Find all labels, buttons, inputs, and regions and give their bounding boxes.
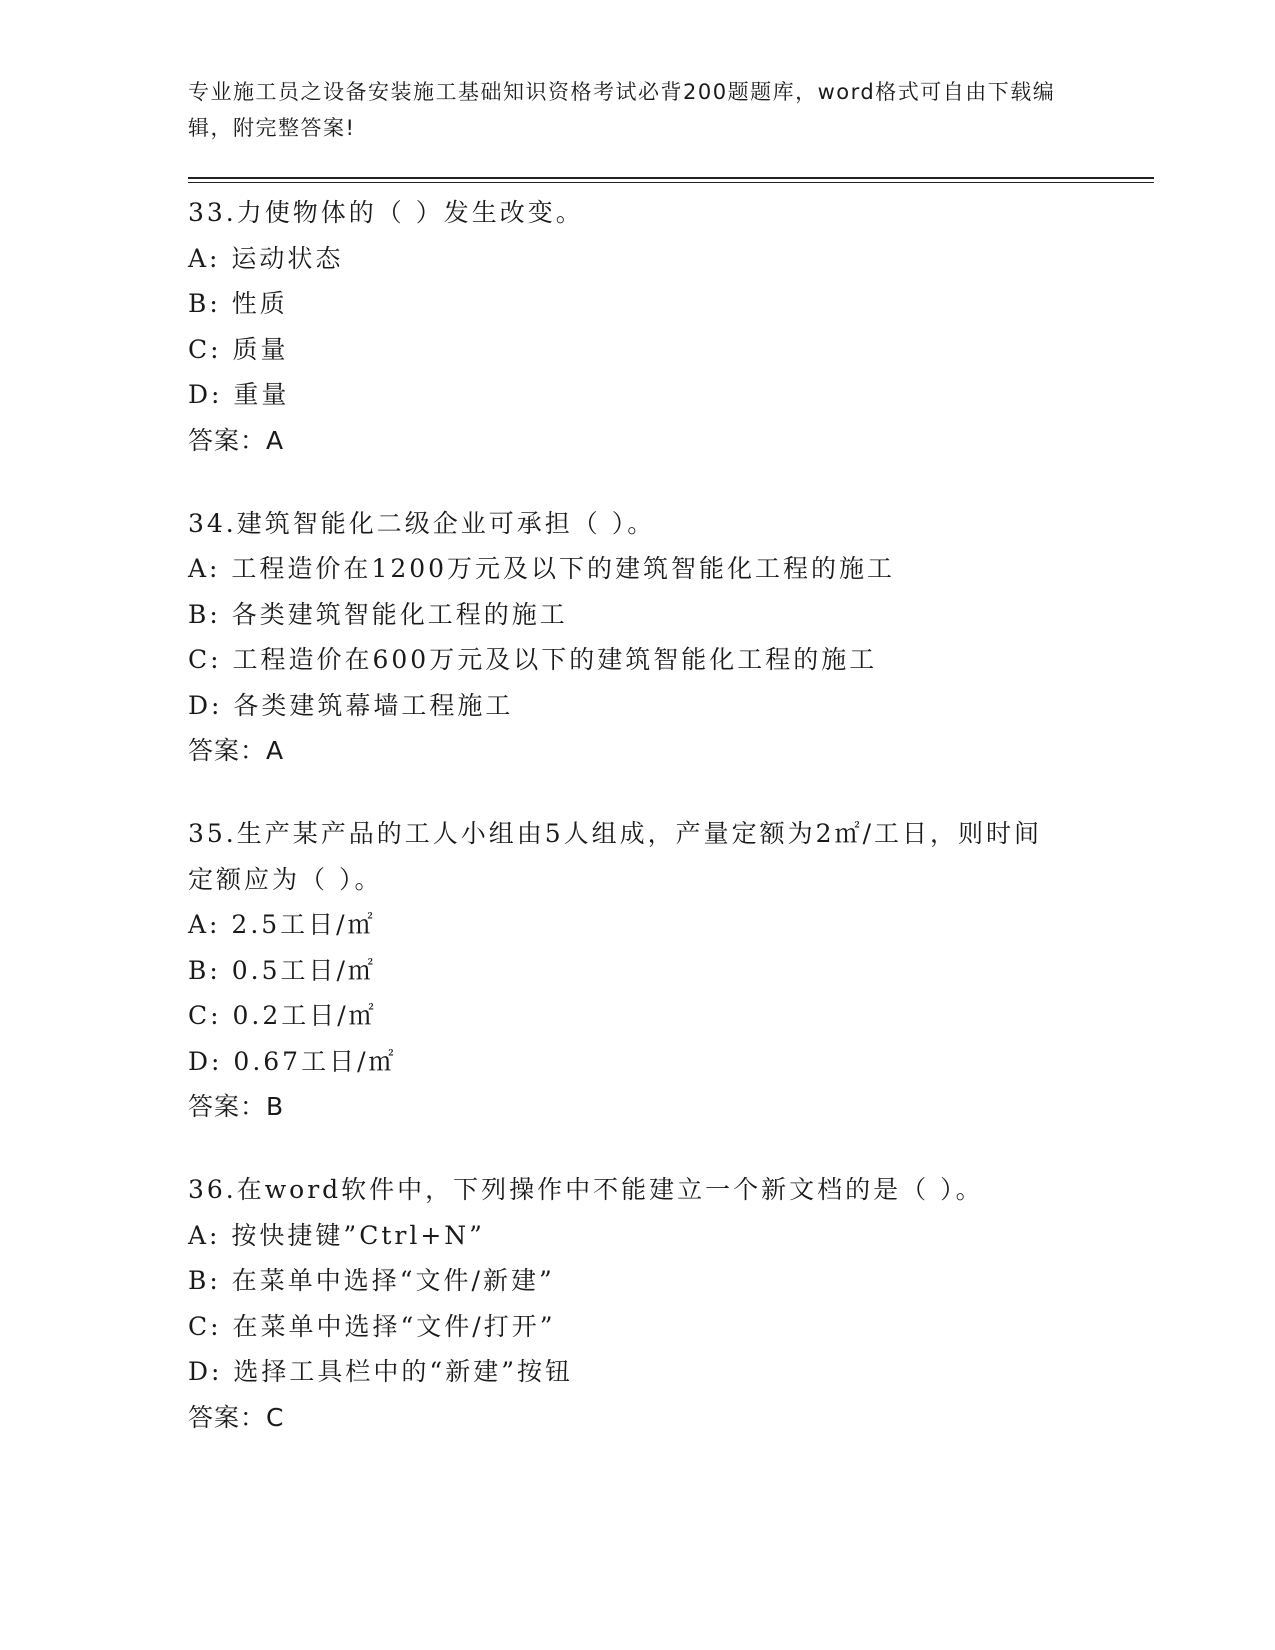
question-stem: 35.生产某产品的工人小组由5人组成，产量定额为2㎡/工日，则时间定额应为（ ）。 [188, 819, 1042, 894]
question-stem: 34.建筑智能化二级企业可承担（ ）。 [188, 508, 656, 538]
question-34 [188, 501, 1088, 775]
option-c: C: 质量 [188, 334, 289, 364]
option-c: C: 0.2工日/㎡ [188, 1001, 377, 1030]
option-b: B: 在菜单中选择“文件/新建” [188, 1266, 555, 1295]
answer-line: 答案：A [188, 425, 285, 455]
option-c: C: 工程造价在600万元及以下的建筑智能化工程的施工 [188, 645, 878, 674]
option-b: B: 0.5工日/㎡ [188, 955, 376, 985]
option-b: B: 各类建筑智能化工程的施工 [188, 599, 568, 629]
document-header: 专业施工员之设备安装施工基础知识资格考试必背200题题库，word格式可自由下载编辑，附完整答案! [188, 80, 1056, 140]
option-b: B: 性质 [188, 289, 288, 318]
option-d: D: 重量 [188, 380, 290, 409]
answer-line: 答案：A [188, 736, 285, 765]
question-36 [188, 1167, 1088, 1441]
answer-line: 答案：B [188, 1092, 285, 1121]
option-a: A: 工程造价在1200万元及以下的建筑智能化工程的施工 [188, 554, 896, 583]
header-divider-thick [188, 177, 1154, 179]
option-a: A: 2.5工日/㎡ [188, 910, 376, 939]
option-d: D: 0.67工日/㎡ [188, 1046, 397, 1076]
question-stem: 36.在word软件中，下列操作中不能建立一个新文档的是（ ）。 [188, 1175, 984, 1204]
question-35 [188, 811, 1088, 1130]
header-divider-thin [188, 182, 1154, 183]
option-d: D: 各类建筑幕墙工程施工 [188, 690, 514, 720]
option-a: A: 按快捷键”Ctrl+N” [188, 1220, 485, 1250]
question-33 [188, 190, 1088, 464]
option-a: A: 运动状态 [188, 243, 344, 273]
question-stem: 33.力使物体的（ ）发生改变。 [188, 198, 584, 227]
option-c: C: 在菜单中选择“文件/打开” [188, 1311, 556, 1341]
answer-line: 答案：C [188, 1402, 285, 1432]
question-list [188, 190, 1088, 1478]
option-d: D: 选择工具栏中的“新建”按钮 [188, 1357, 573, 1386]
